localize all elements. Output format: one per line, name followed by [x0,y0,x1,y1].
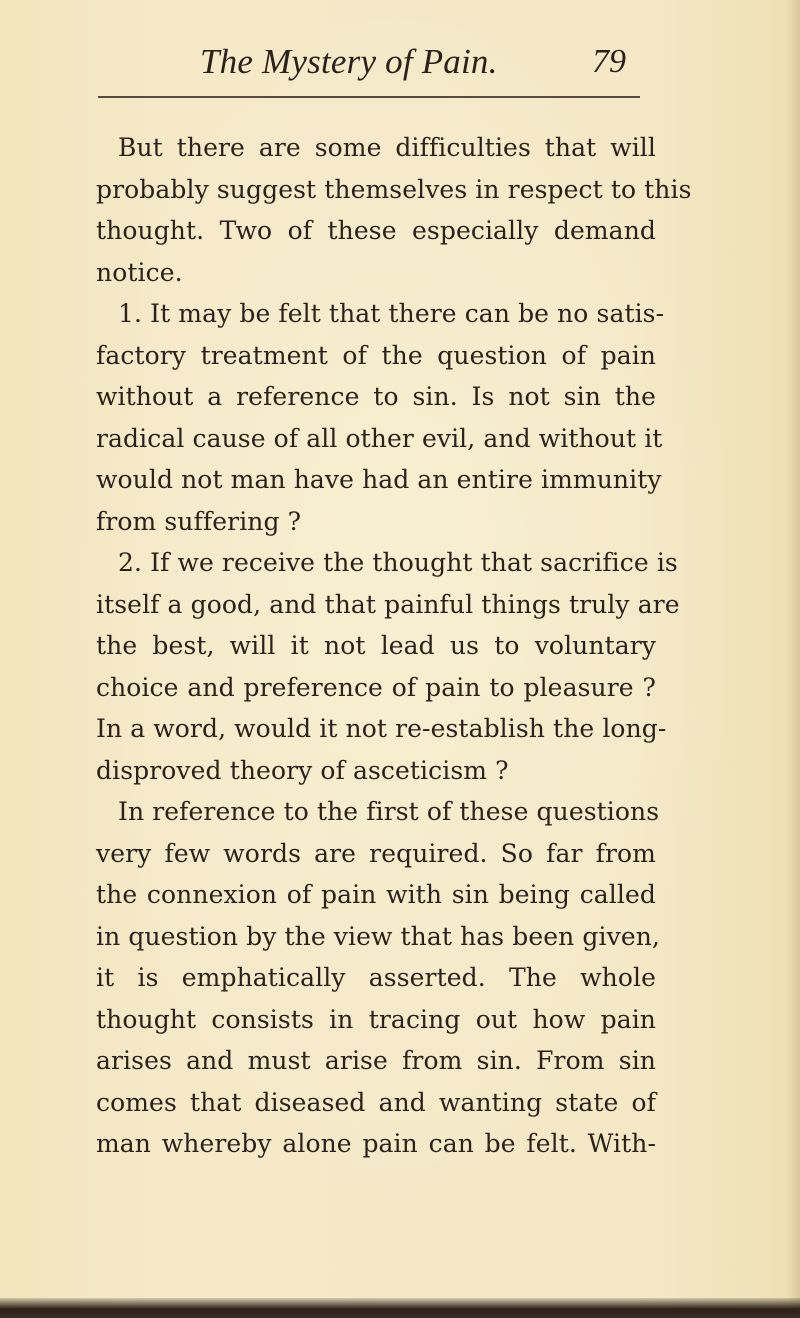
page-number: 79 [592,43,626,80]
text-line: notice. [96,257,183,287]
text-line: thought consists in tracing out how pain [96,1004,656,1034]
text-line: the connexion of pain with sin being called [96,880,656,909]
running-title: The Mystery of Pain. [200,42,498,81]
text-line: very few words are required. So far from [96,838,656,868]
text-line: In reference to the first of these questions [118,797,660,826]
text-line: comes that diseased and wanting state of [96,1087,656,1117]
page-edge-shadow [786,0,800,1318]
body-text [96,127,692,1165]
text-line: factory treatment of the question of pain [96,340,656,370]
text-line: radical cause of all other evil, and without it [96,423,663,453]
text-line: man whereby alone pain can be felt. With- [96,1129,656,1158]
page-bottom-edge [0,1298,800,1318]
text-line: from suffering ? [96,506,302,536]
header-rule [98,96,640,98]
text-line: arises and must arise from sin. From sin [96,1046,656,1075]
text-line: 1. It may be felt that there can be no satis- [118,299,665,328]
text-line: probably suggest themselves in respect to this [96,174,692,204]
text-line: the best, will it not lead us to voluntary [96,631,656,660]
page-header [96,40,648,92]
text-line: disproved theory of asceticism ? [96,755,509,785]
text-line: in question by the view that has been given, [96,921,660,951]
text-line: thought. Two of these especially demand [96,216,656,245]
text-line: it is emphatically asserted. The whole [96,963,656,992]
text-line: 2. If we receive the thought that sacrifice is [118,548,678,577]
text-line: But there are some difficulties that will [118,133,656,162]
text-line: In a word, would it not re-establish the long- [96,714,667,743]
text-line: would not man have had an entire immunity [96,465,662,494]
text-line: without a reference to sin. Is not sin the [96,382,656,411]
text-line: itself a good, and that painful things truly are [96,589,680,619]
text-line: choice and preference of pain to pleasure ? [96,672,656,702]
